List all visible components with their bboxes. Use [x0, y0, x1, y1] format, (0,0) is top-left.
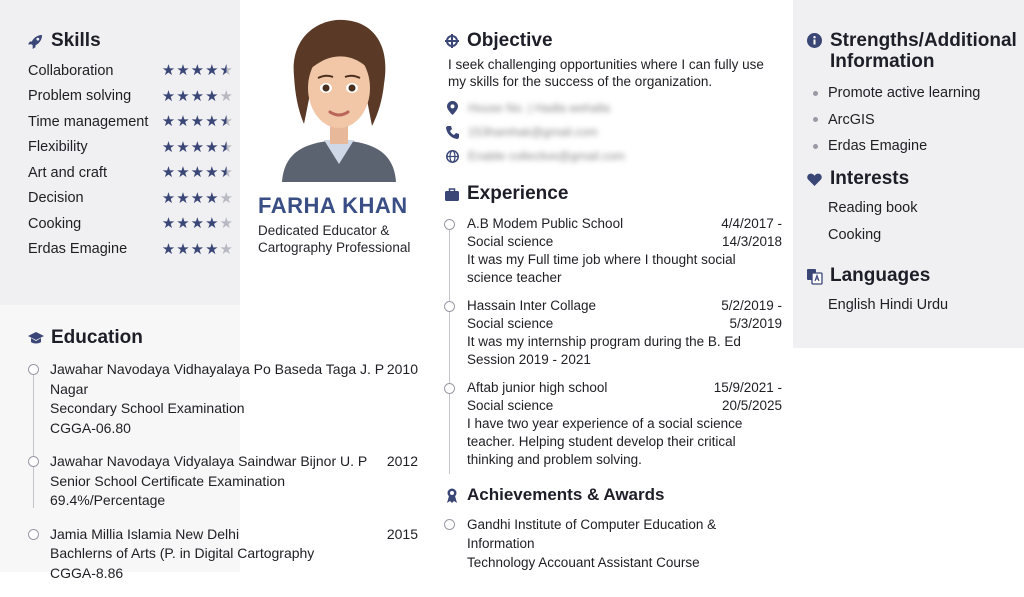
star-icon: ★: [219, 189, 233, 207]
star-icon: ★: [176, 189, 190, 207]
education-degree: Bachlerns of Arts (P. in Digital Cartography: [50, 545, 315, 561]
experience-row: [467, 315, 782, 333]
skill-row: [28, 160, 233, 186]
skill-row: [28, 135, 233, 161]
experience-item: [444, 297, 782, 369]
bullet-icon: [813, 91, 818, 96]
star-icon: ★: [161, 62, 176, 80]
skills-title: Skills: [51, 30, 101, 51]
timeline-dot: [28, 529, 39, 540]
bullet-icon: [813, 144, 818, 149]
contact-email: [446, 149, 625, 163]
strength-label: ArcGIS: [828, 111, 875, 128]
strengths-heading: [807, 30, 1017, 72]
experience-org: Hassain Inter Collage: [467, 298, 597, 313]
crosshair-icon: [444, 34, 459, 49]
achievement-item: [444, 515, 784, 572]
star-icon: ★: [161, 215, 176, 233]
star-icon: ★: [205, 189, 219, 207]
experience-row: [467, 233, 782, 251]
skill-row: [28, 237, 233, 263]
star-icon: ★: [219, 215, 233, 233]
achievement-line-2: Technology Accouant Assistant Course: [467, 555, 700, 570]
profile-avatar: [272, 14, 406, 182]
star-icon: ★: [161, 189, 176, 207]
address-text: House No. | Hadla wehalla: [468, 101, 610, 115]
contact-address: [446, 101, 610, 115]
objective-heading: [444, 30, 553, 52]
experience-end-date: 20/5/2025: [721, 398, 782, 413]
languages-title: Languages: [830, 265, 931, 286]
education-degree: Senior School Certificate Examination: [50, 472, 286, 489]
experience-row: [467, 379, 782, 397]
education-year: 2010: [386, 361, 418, 377]
skills-list: [28, 58, 233, 262]
experience-role: Social science: [467, 234, 554, 249]
achievements-heading: [444, 485, 664, 505]
skill-row: [28, 211, 233, 237]
star-icon: ★: [205, 113, 219, 131]
education-school: Jawahar Navodaya Vidhayalaya Po Baseda Taga J. P Nagar: [50, 361, 384, 397]
timeline-dot: [444, 383, 455, 394]
strength-label: Erdas Emagine: [828, 138, 928, 155]
globe-icon: [446, 150, 458, 162]
star-icon: ★: [190, 113, 205, 131]
language-translate-icon: [807, 269, 822, 284]
star-icon: ★: [219, 62, 233, 80]
strength-item: [813, 133, 980, 160]
star-icon: ★: [190, 138, 205, 156]
experience-row: [467, 297, 782, 315]
interests-title: Interests: [830, 168, 910, 189]
experience-start-date: 4/4/2017 -: [721, 216, 782, 231]
education-item: [28, 452, 418, 511]
experience-title: Experience: [467, 183, 569, 204]
skill-label: Art and craft: [28, 164, 107, 181]
languages-text: English Hindi Urdu: [828, 297, 949, 314]
objective-text: I seek challenging opportunities where I can fully use my skills for the success of the organization.: [448, 57, 764, 89]
star-icon: ★: [190, 62, 205, 80]
star-icon: ★: [205, 240, 219, 258]
experience-row: [467, 397, 782, 415]
strengths-title-line-1: Strengths/Additional: [830, 30, 1017, 51]
timeline-dot: [28, 456, 39, 467]
star-icon: ★: [176, 138, 190, 156]
star-icon: ★: [176, 215, 190, 233]
star-icon: ★: [205, 62, 219, 80]
star-icon: ★: [205, 164, 219, 182]
experience-list: [444, 215, 782, 479]
bullet-icon: [813, 117, 818, 122]
experience-role: Social science: [467, 398, 554, 413]
star-icon: ★: [190, 164, 205, 182]
star-icon: ★: [176, 62, 190, 80]
strength-label: Promote active learning: [828, 85, 981, 102]
briefcase-icon: [444, 187, 459, 202]
experience-start-date: 15/9/2021 -: [713, 380, 782, 395]
star-icon: ★: [219, 240, 233, 258]
education-year: 2015: [386, 525, 418, 542]
star-icon: ★: [205, 87, 219, 105]
languages-list: [828, 292, 948, 319]
education-heading: [28, 327, 143, 349]
education-item: [28, 360, 418, 438]
skill-rating: [162, 242, 233, 257]
heart-icon: [807, 172, 822, 187]
star-icon: ★: [176, 240, 190, 258]
phone-text: 153hamhak@gmail.com: [468, 125, 598, 139]
interests-list: [828, 195, 918, 248]
experience-start-date: 5/2/2019 -: [721, 298, 782, 313]
objective-title: Objective: [467, 30, 553, 51]
experience-end-date: 5/3/2019: [729, 316, 782, 331]
timeline-dot: [444, 519, 455, 530]
skills-heading: [28, 30, 101, 52]
star-icon: ★: [219, 164, 233, 182]
star-icon: ★: [190, 87, 205, 105]
skill-rating: [162, 89, 233, 104]
interests-heading: [807, 168, 909, 190]
skill-label: Cooking: [28, 215, 82, 232]
education-head: [50, 525, 418, 545]
skill-rating: [162, 165, 233, 180]
experience-description: It was my internship program during the B. Ed Session 2019 - 2021: [467, 334, 741, 367]
skill-rating: [162, 216, 233, 231]
education-degree: Secondary School Examination: [50, 400, 245, 416]
experience-item: [444, 215, 782, 287]
experience-role: Social science: [467, 316, 554, 331]
tagline-line-1: Dedicated Educator &: [258, 223, 390, 238]
experience-end-date: 14/3/2018: [721, 234, 782, 249]
star-icon: ★: [205, 215, 219, 233]
strength-item: [813, 80, 980, 107]
languages-heading: [807, 265, 930, 287]
tagline-line-2: Cartography Professional: [258, 240, 411, 255]
star-icon: ★: [190, 240, 205, 258]
star-icon: ★: [161, 164, 176, 182]
skill-row: [28, 84, 233, 110]
experience-org: Aftab junior high school: [467, 380, 608, 395]
strengths-title: [830, 30, 1017, 72]
location-pin-icon: [446, 102, 458, 114]
strengths-list: [813, 80, 980, 160]
education-score: CGGA-8.86: [50, 564, 124, 581]
star-icon: ★: [176, 87, 190, 105]
star-icon: ★: [161, 113, 176, 131]
achievement-line-1: Gandhi Institute of Computer Education & Information: [467, 517, 717, 551]
experience-heading: [444, 183, 568, 205]
education-school: Jawahar Navodaya Vidyalaya Saindwar Bijnor U. P: [50, 453, 368, 469]
interest-item: Reading book: [828, 200, 918, 217]
skill-label: Time management: [28, 113, 149, 130]
timeline-dot: [28, 364, 39, 375]
skill-label: Decision: [28, 190, 84, 207]
skill-label: Collaboration: [28, 62, 114, 79]
skill-rating: [162, 114, 233, 129]
skill-rating: [162, 191, 233, 206]
star-icon: ★: [205, 138, 219, 156]
education-title: Education: [51, 327, 143, 348]
email-text: Enable collective@gmail.com: [468, 149, 625, 163]
rocket-icon: [28, 34, 43, 49]
skill-rating: [162, 140, 233, 155]
star-icon: ★: [190, 215, 205, 233]
star-icon: ★: [176, 164, 190, 182]
star-icon: ★: [219, 138, 233, 156]
experience-org: A.B Modem Public School: [467, 216, 624, 231]
timeline-dot: [444, 219, 455, 230]
star-icon: ★: [161, 240, 176, 258]
skill-row: [28, 186, 233, 212]
skill-label: Problem solving: [28, 88, 132, 105]
star-icon: ★: [190, 189, 205, 207]
contact-phone: [446, 125, 598, 139]
profile-name: FARHA KHAN: [258, 193, 408, 218]
profile-tagline: [258, 222, 428, 256]
skill-label: Flexibility: [28, 139, 88, 156]
experience-description: It was my Full time job where I thought social science teacher: [467, 252, 736, 285]
star-icon: ★: [161, 87, 176, 105]
education-list: [28, 360, 418, 597]
interest-item: Cooking: [828, 226, 882, 243]
graduation-cap-icon: [28, 331, 43, 346]
education-school: Jamia Millia Islamia New Delhi: [50, 525, 240, 542]
education-score: CGGA-06.80: [50, 419, 131, 436]
skill-label: Erdas Emagine: [28, 241, 128, 258]
phone-icon: [446, 126, 458, 138]
experience-row: [467, 215, 782, 233]
award-ribbon-icon: [444, 488, 459, 503]
timeline-dot: [444, 301, 455, 312]
star-icon: ★: [161, 138, 176, 156]
education-item: [28, 525, 418, 584]
star-icon: ★: [219, 113, 233, 131]
education-head: [50, 360, 418, 399]
star-icon: ★: [176, 113, 190, 131]
info-icon: [807, 33, 822, 48]
star-icon: ★: [219, 87, 233, 105]
skill-row: [28, 58, 233, 84]
skill-row: [28, 109, 233, 135]
education-score: 69.4%/Percentage: [50, 492, 166, 508]
education-year: 2012: [386, 453, 418, 469]
education-head: [50, 452, 418, 472]
achievements-title: Achievements & Awards: [467, 485, 665, 504]
strengths-title-line-2: Information: [830, 51, 935, 72]
experience-item: [444, 379, 782, 469]
strength-item: [813, 107, 980, 134]
skill-rating: [162, 63, 233, 78]
experience-description: I have two year experience of a social science teacher. Helping student develop their critical thinking and problem solving.: [467, 416, 743, 467]
